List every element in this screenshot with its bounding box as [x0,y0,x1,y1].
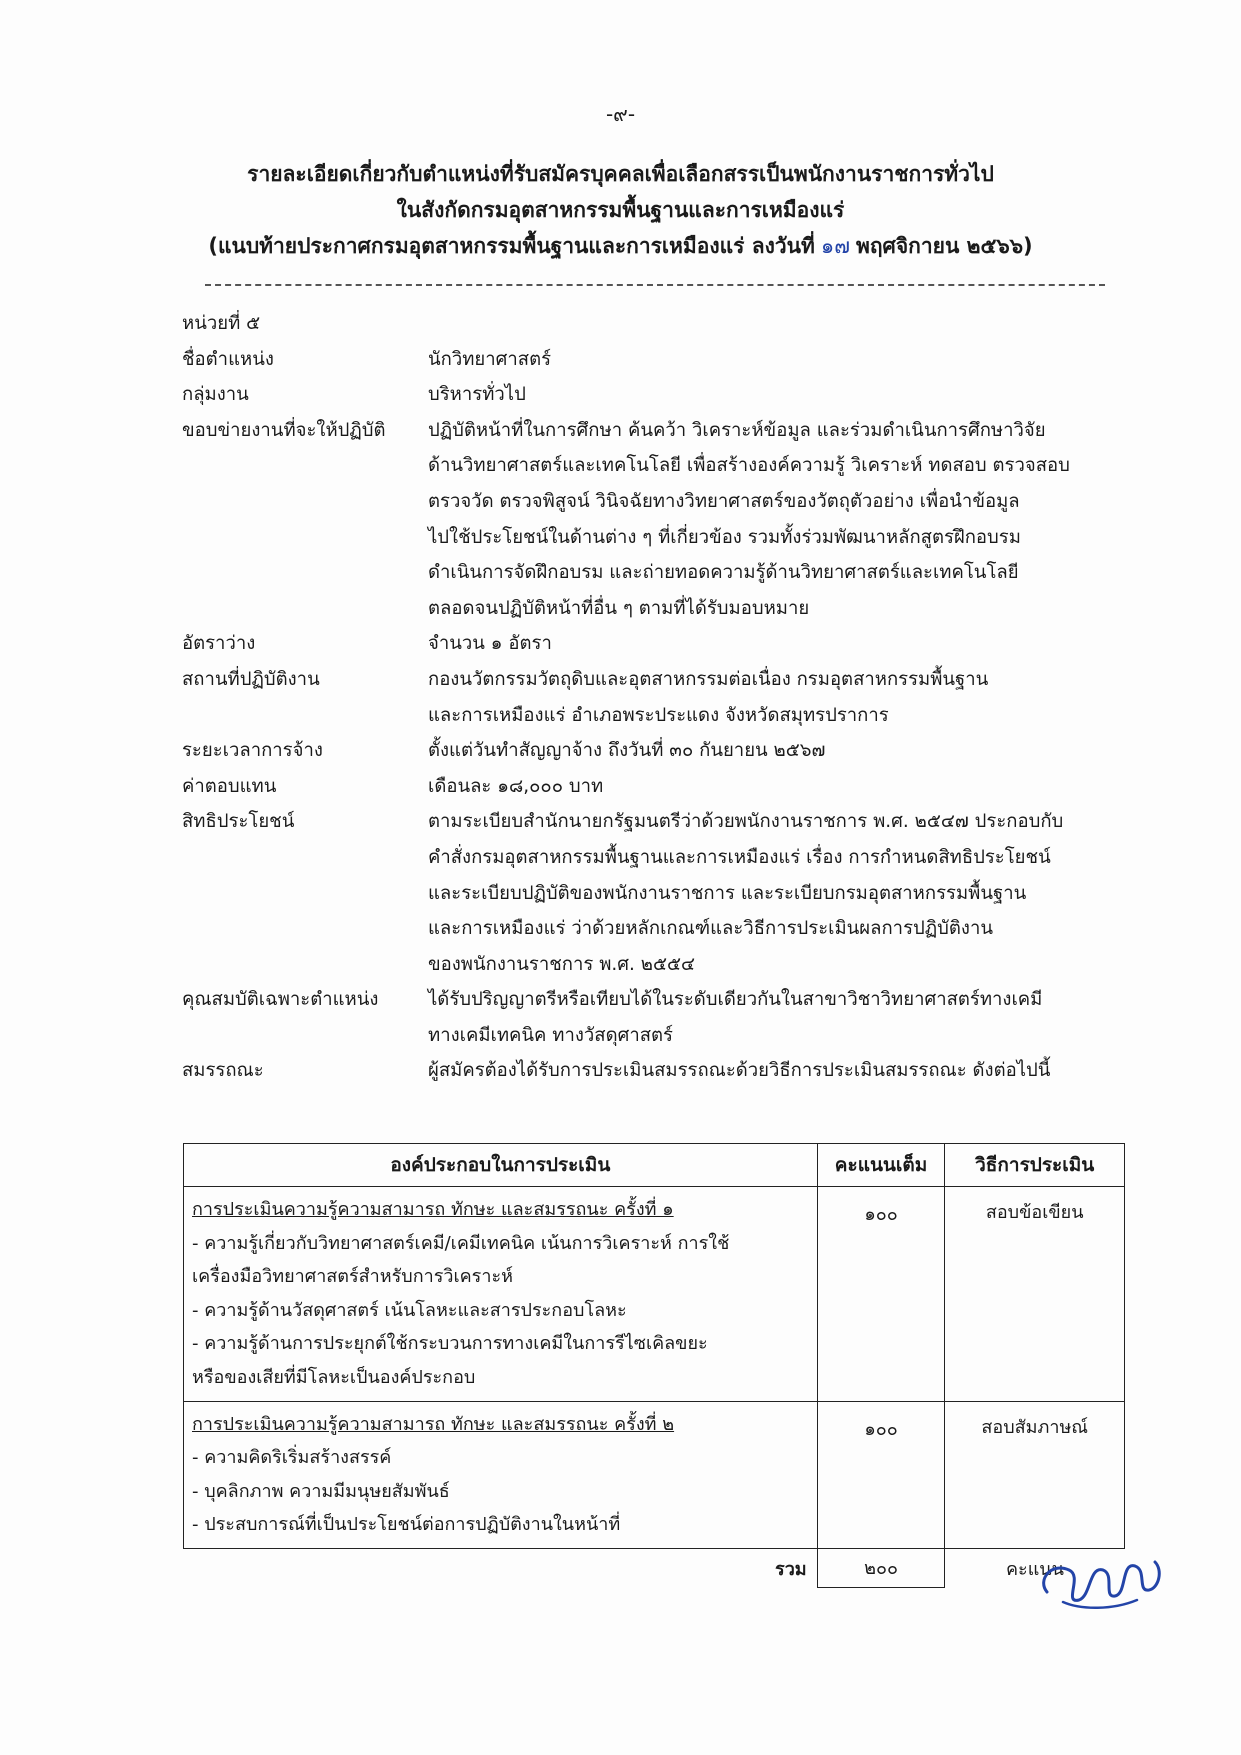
table-header-row [184,1144,1125,1187]
assessment-item: เครื่องมือวิทยาศาสตร์สำหรับการวิเคราะห์ [192,1266,513,1288]
scope-line: ตลอดจนปฏิบัติหน้าที่อื่น ๆ ตามที่ได้รับมอบหมาย [428,597,810,619]
header-line-3-suffix: พฤศจิกายน ๒๕๖๖) [855,234,1033,258]
benefits-line: ตามระเบียบสำนักนายกรัฐมนตรีว่าด้วยพนักงานราชการ พ.ศ. ๒๕๔๗ ประกอบกับ [428,811,1064,833]
document-header [0,156,1241,264]
location-line: กองนวัตกรรมวัตถุดิบและอุตสาหกรรมต่อเนื่อง กรมอุตสาหกรรมพื้นฐาน [428,668,989,690]
assessment-item: - บุคลิกภาพ ความมีมนุษยสัมพันธ์ [192,1480,450,1502]
scope-value [428,413,1127,627]
assessment-round-title: การประเมินความรู้ความสามารถ ทักษะ และสมรรถนะ ครั้งที่ ๑ [192,1199,674,1220]
assessment-round-title: การประเมินความรู้ความสามารถ ทักษะ และสมรรถนะ ครั้งที่ ๒ [192,1413,675,1435]
period-row [182,733,1127,769]
benefits-row [182,804,1127,982]
handwritten-signature [1033,1540,1173,1616]
scope-line: ด้านวิทยาศาสตร์และเทคโนโลยี เพื่อสร้างองค์ความรู้ วิเคราะห์ ทดสอบ ตรวจสอบ [428,455,1070,477]
header-method: วิธีการประเมิน [945,1144,1125,1187]
full-score-cell: ๑๐๐ [817,1187,945,1402]
component-cell [184,1187,818,1402]
unit-row [182,306,1127,342]
salary-row [182,769,1127,805]
total-unit: คะแนน [1005,1558,1064,1580]
header-title-line-3 [0,228,1241,264]
group-label: กลุ่มงาน [182,384,249,406]
header-line-3-prefix: (แนบท้ายประกาศกรมอุตสาหกรรมพื้นฐานและการเหมืองแร่ ลงวันที่ [208,234,815,258]
location-label: สถานที่ปฏิบัติงาน [182,668,320,690]
assessment-table [183,1143,1125,1588]
assessment-item: - ความรู้เกี่ยวกับวิทยาศาสตร์เคมี/เคมีเทคนิค เน้นการวิเคราะห์ การใช้ [192,1232,730,1254]
benefits-label: สิทธิประโยชน์ [182,811,295,833]
vacancy-label: อัตราว่าง [182,633,256,655]
method-cell: สอบข้อเขียน [945,1187,1125,1402]
scope-label: ขอบข่ายงานที่จะให้ปฏิบัติ [182,419,386,441]
total-row [184,1548,1125,1587]
benefits-line: และระเบียบปฏิบัติของพนักงานราชการ และระเบียบกรมอุตสาหกรรมพื้นฐาน [428,882,1027,904]
scope-line: ตรวจวัด ตรวจพิสูจน์ วินิจฉัยทางวิทยาศาสตร์ของวัตถุตัวอย่าง เพื่อนำข้อมูล [428,490,1020,512]
benefits-line: ของพนักงานราชการ พ.ศ. ๒๕๕๔ [428,953,695,975]
scope-line: ปฏิบัติหน้าที่ในการศึกษา ค้นคว้า วิเคราะห์ข้อมูล และร่วมดำเนินการศึกษาวิจัย [428,419,1046,441]
full-score-cell: ๑๐๐ [817,1401,945,1548]
benefits-line: และการเหมืองแร่ ว่าด้วยหลักเกณฑ์และวิธีการประเมินผลการปฏิบัติงาน [428,918,993,940]
group-row [182,377,1127,413]
competency-row [182,1053,1127,1089]
header-title-line-1: รายละเอียดเกี่ยวกับตำแหน่งที่รับสมัครบุคคลเพื่อเลือกสรรเป็นพนักงานราชการทั่วไป [247,162,994,186]
handwritten-day: ๑๗ [820,234,850,258]
position-details [182,306,1127,1089]
page-number: -๙- [605,102,636,126]
assessment-item: - ความคิดริเริ่มสร้างสรรค์ [192,1447,392,1469]
table-row [184,1187,1125,1402]
method-cell: สอบสัมภาษณ์ [945,1401,1125,1548]
assessment-item: หรือของเสียที่มีโลหะเป็นองค์ประกอบ [192,1366,476,1388]
position-label: ชื่อตำแหน่ง [182,348,274,370]
vacancy-row [182,626,1127,662]
total-label: รวม [775,1558,807,1580]
unit-label: หน่วยที่ ๕ [182,313,261,334]
period-label: ระยะเวลาการจ้าง [182,740,323,762]
scope-line: ดำเนินการจัดฝึกอบรม และถ่ายทอดความรู้ด้านวิทยาศาสตร์และเทคโนโลยี [428,562,1019,584]
benefits-value [428,804,1127,982]
assessment-item: - ความรู้ด้านการประยุกต์ใช้กระบวนการทางเคมีในการรีไซเคิลขยะ [192,1333,708,1355]
scope-line: ไปใช้ประโยชน์ในด้านต่าง ๆ ที่เกี่ยวข้อง รวมทั้งร่วมพัฒนาหลักสูตรฝึกอบรม [428,526,1021,548]
total-score: ๒๐๐ [817,1548,945,1587]
period-value: ตั้งแต่วันทำสัญญาจ้าง ถึงวันที่ ๓๐ กันยายน ๒๕๖๗ [428,740,826,762]
qualification-line: ได้รับปริญญาตรีหรือเทียบได้ในระดับเดียวกันในสาขาวิชาวิทยาศาสตร์ทางเคมี [428,989,1043,1011]
scope-row [182,413,1127,627]
position-value: นักวิทยาศาสตร์ [428,348,552,370]
vacancy-value: จำนวน ๑ อัตรา [428,633,552,655]
location-line: และการเหมืองแร่ อำเภอพระประแดง จังหวัดสมุทรปราการ [428,704,889,726]
group-value: บริหารทั่วไป [428,384,526,406]
table-row [184,1401,1125,1548]
location-value [428,662,1127,733]
benefits-line: คำสั่งกรมอุตสาหกรรมพื้นฐานและการเหมืองแร่ เรื่อง การกำหนดสิทธิประโยชน์ [428,846,1051,868]
competency-value: ผู้สมัครต้องได้รับการประเมินสมรรถณะด้วยวิธีการประเมินสมรรถณะ ดังต่อไปนี้ [428,1060,1051,1082]
position-row [182,342,1127,378]
location-row [182,662,1127,733]
header-component: องค์ประกอบในการประเมิน [184,1144,818,1187]
salary-label: ค่าตอบแทน [182,775,277,797]
competency-label: สมรรถณะ [182,1060,264,1082]
header-title-line-2: ในสังกัดกรมอุตสาหกรรมพื้นฐานและการเหมืองแร่ [396,198,845,222]
component-cell [184,1401,818,1548]
salary-value: เดือนละ ๑๘,๐๐๐ บาท [428,775,604,797]
assessment-item: - ความรู้ด้านวัสดุศาสตร์ เน้นโลหะและสารประกอบโลหะ [192,1299,627,1321]
assessment-item: - ประสบการณ์ที่เป็นประโยชน์ต่อการปฏิบัติงานในหน้าที่ [192,1514,621,1536]
qualification-line: ทางเคมีเทคนิค ทางวัสดุศาสตร์ [428,1024,673,1046]
qualification-label: คุณสมบัติเฉพาะตำแหน่ง [182,989,379,1011]
header-full-score: คะแนนเต็ม [817,1144,945,1187]
qualification-value [428,982,1127,1053]
dashed-divider [205,284,1105,286]
qualification-row [182,982,1127,1053]
